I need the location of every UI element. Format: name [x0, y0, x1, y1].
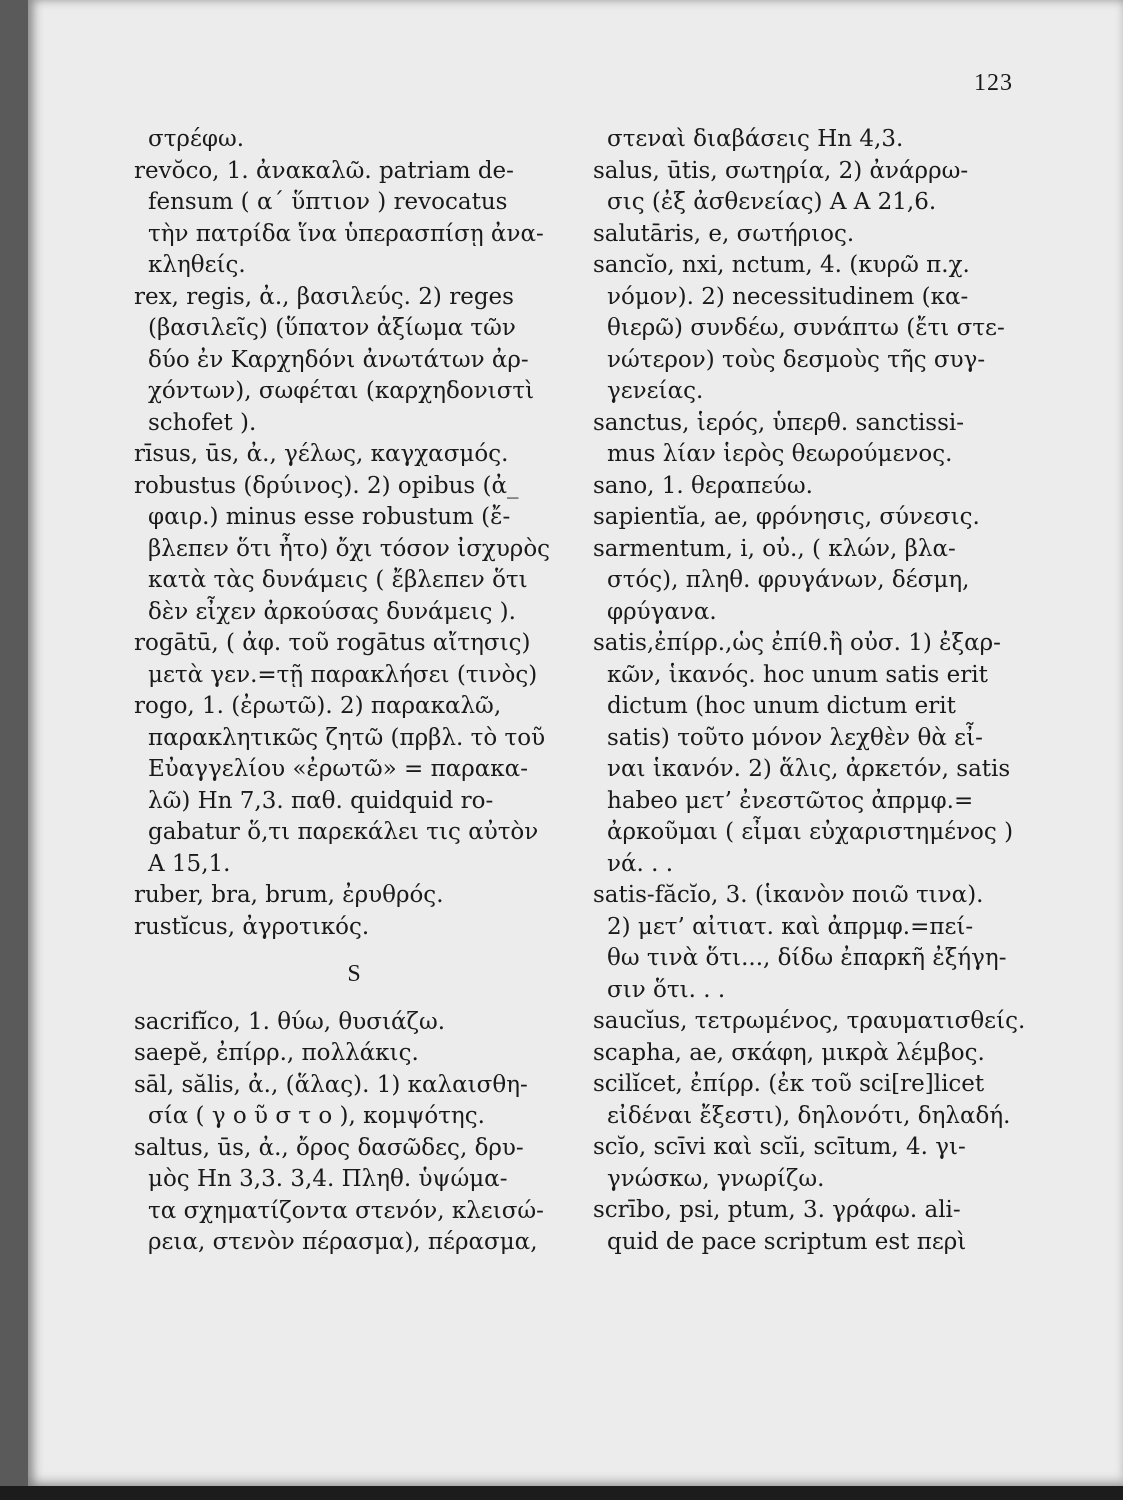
entry-line: μετὰ γεν.=τῇ παρακλήσει (τινὸς) [148, 661, 538, 688]
dictionary-page [28, 0, 1123, 1486]
page-number: 123 [974, 70, 1013, 96]
entry-line: rex, regis, ἀ., βασιλεύς. 2) reges [134, 283, 514, 310]
entry-line: μὸς Hn 3,3. 3,4. Πληθ. ὑψώμα- [148, 1166, 508, 1192]
entry-line: λῶ) Hn 7,3. παθ. quidquid ro- [148, 787, 494, 814]
entry-line: salutāris, e, σωτήριος. [593, 220, 855, 247]
entry-line: saucĭus, τετρωμένος, τραυματισθείς. [593, 1008, 1026, 1034]
entry-line: Εὐαγγελίου «ἐρωτῶ» = παρακα- [148, 756, 528, 782]
entry-line: 2) μετ’ αἰτιατ. καὶ ἀπρμφ.=πεί- [607, 913, 974, 940]
entry-line: δύο ἐν Καρχηδόνι ἀνωτάτων ἀρ- [148, 346, 529, 373]
entry-line: δὲν εἶχεν ἀρκούσας δυνάμεις ). [148, 598, 516, 625]
section-letter: S [347, 961, 361, 987]
entry-line: κατὰ τὰς δυνάμεις ( ἔβλεπεν ὅτι [148, 567, 528, 593]
entry-line: fensum ( α΄ ὕπτιον ) revocatus [148, 189, 508, 215]
entry-line: salus, ūtis, σωτηρία, 2) ἀνάρρω- [593, 157, 969, 184]
entry-line: scilĭcet, ἐπίρρ. (ἐκ τοῦ sci[re]licet [593, 1071, 985, 1097]
entry-line: στεναὶ διαβάσεις Hn 4,3. [607, 126, 904, 152]
entry-line: sāl, sălis, ἀ., (ἅλας). 1) καλαισθη- [134, 1071, 528, 1098]
entry-line: sancĭo, nxi, nctum, 4. (κυρῶ π.χ. [593, 252, 970, 278]
entry-line: rogātū, ( ἀφ. τοῦ rogātus αἴτησις) [134, 630, 531, 656]
entry-line: σία ( γ ο ῦ σ τ ο ), κομψότης. [148, 1103, 485, 1129]
entry-line: παρακλητικῶς ζητῶ (πρβλ. τὸ τοῦ [148, 724, 546, 751]
entry-line: A 15,1. [148, 850, 231, 877]
entry-line: gabatur ὅ,τι παρεκάλει τις αὐτὸν [148, 819, 539, 845]
entry-line: scrībo, psi, ptum, 3. γράφω. ali- [593, 1197, 961, 1223]
entry-line: ρεια, στενὸν πέρασμα), πέρασμα, [148, 1229, 538, 1255]
entry-line: habeo μετ’ ἐνεστῶτος ἀπρμφ.= [607, 787, 974, 814]
entry-line: βλεπεν ὅτι ἦτο) ὄχι τόσον ἰσχυρὸς [148, 535, 551, 562]
entry-line: satis) τοῦτο μόνον λεχθὲν θὰ εἶ- [607, 724, 983, 751]
entry-line: saltus, ūs, ἀ., ὄρος δασῶδες, δρυ- [134, 1134, 524, 1161]
entry-line: quid de pace scriptum est περὶ [607, 1228, 967, 1255]
entry-line: τὴν πατρίδα ἵνα ὑπερασπίσῃ ἀνα- [148, 220, 544, 247]
entry-line: εἰδέναι ἔξεστι), δηλονότι, δηλαδή. [607, 1102, 1011, 1129]
entry-line: τα σχηματίζοντα στενόν, κλεισώ- [148, 1197, 544, 1224]
entry-line: ruber, bra, brum, ἐρυθρός. [134, 882, 444, 908]
entry-line: θω τινὰ ὅτι..., δίδω ἐπαρκῆ ἐξήγη- [607, 945, 1007, 971]
entry-line: νώτερον) τοὺς δεσμοὺς τῆς συγ- [607, 346, 986, 373]
entry-line: satis-făcĭo, 3. (ἱκανὸν ποιῶ τινα). [593, 882, 984, 908]
entry-line: rustĭcus, ἀγροτικός. [134, 913, 370, 940]
entry-line: κῶν, ἱκανός. hoc unum satis erit [607, 661, 988, 688]
entry-line: (βασιλεῖς) (ὕπατον ἀξίωμα τῶν [148, 315, 516, 341]
entry-line: sacrifĭco, 1. θύω, θυσιάζω. [134, 1008, 446, 1035]
entry-line: θιερῶ) συνδέω, συνάπτω (ἔτι στε- [607, 315, 1005, 341]
right-column [593, 124, 1053, 1258]
entry-line: στός), πληθ. φρυγάνων, δέσμη, [607, 567, 970, 593]
entry-line: satis,ἐπίρρ.,ὡς ἐπίθ.ἢ οὐσ. 1) ἐξαρ- [593, 630, 1001, 656]
left-column [134, 124, 574, 1259]
entry-line: scapha, ae, σκάφη, μικρὰ λέμβος. [593, 1039, 985, 1066]
entry-line: sano, 1. θεραπεύω. [593, 472, 813, 499]
scan-bottom-edge [0, 1486, 1123, 1500]
entry-line: ναι ἱκανόν. 2) ἅλις, ἀρκετόν, satis [607, 756, 1011, 782]
entry-line: mus λίαν ἱερὸς θεωρούμενος. [607, 441, 953, 467]
entry-line: rogo, 1. (ἐρωτῶ). 2) παρακαλῶ, [134, 693, 502, 719]
entry-line: γενείας. [607, 378, 704, 404]
entry-line: φρύγανα. [607, 598, 717, 625]
entry-line: γνώσκω, γνωρίζω. [607, 1165, 825, 1192]
entry-line: κληθείς. [148, 252, 246, 278]
entry-line: φαιρ.) minus esse robustum (ἔ- [148, 504, 511, 530]
entry-line: sapientĭa, ae, φρόνησις, σύνεσις. [593, 504, 980, 530]
entry-line: νόμον). 2) necessitudinem (κα- [607, 283, 969, 310]
entry-line: scĭo, scīvi καὶ scĭi, scītum, 4. γι- [593, 1134, 966, 1160]
entry-line: robustus (δρύινος). 2) opibus (ἀ_ [134, 472, 519, 499]
entry-line: rīsus, ūs, ἀ., γέλως, καγχασμός. [134, 441, 509, 467]
entry-line: σιν ὅτι. . . [607, 976, 726, 1003]
entry-line: στρέφω. [148, 126, 245, 152]
entry-line: χόντων), σωφέται (καρχηδονιστὶ [148, 378, 535, 404]
entry-line: σις (ἐξ ἀσθενείας) A A 21,6. [607, 189, 937, 215]
entry-line: ἀρκοῦμαι ( εἶμαι εὐχαριστημένος ) [607, 819, 1014, 845]
entry-line: dictum (hoc unum dictum erit [607, 693, 956, 719]
entry-line: sanctus, ἱερός, ὑπερθ. sanctissi- [593, 409, 965, 436]
entry-line: revŏco, 1. ἀνακαλῶ. patriam de- [134, 157, 514, 184]
entry-line: saepĕ, ἐπίρρ., πολλάκις. [134, 1040, 419, 1066]
entry-line: schofet ). [148, 409, 257, 436]
entry-line: sarmentum, i, οὐ., ( κλών, βλα- [593, 535, 956, 562]
entry-line: νά. . . [607, 850, 674, 877]
